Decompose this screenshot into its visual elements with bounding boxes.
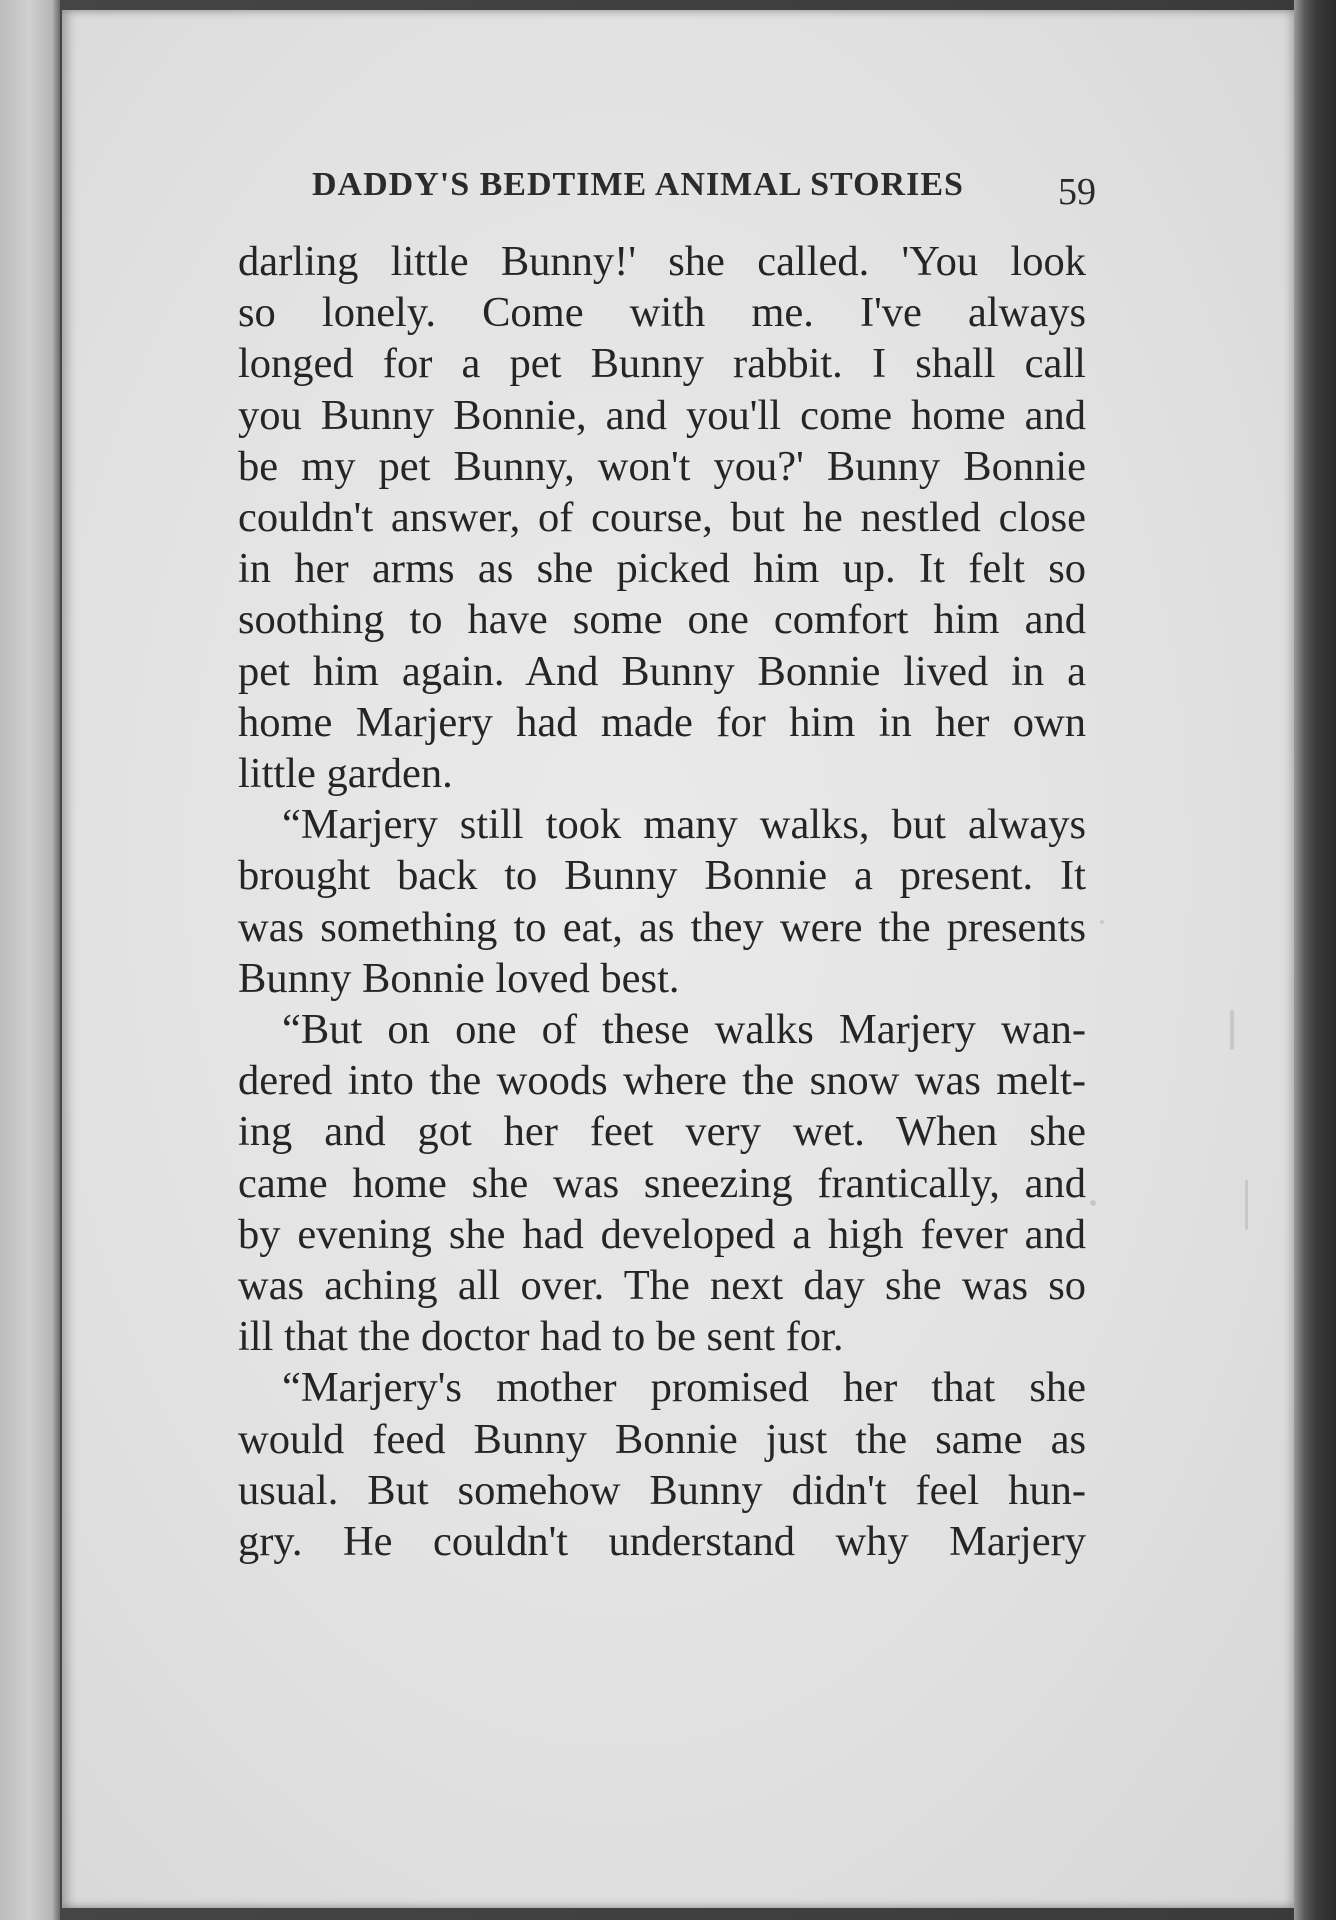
text-line: was aching all over. The next day she was so (238, 1262, 1086, 1310)
text-line: ill that the doctor had to be sent for. (238, 1313, 844, 1361)
text-line: be my pet Bunny, won't you?' Bunny Bonnie (238, 442, 1086, 490)
paper-speck (1100, 920, 1104, 924)
text-line: darling little Bunny!' she called. 'You look (238, 238, 1086, 285)
text-line: “Marjery still took many walks, but always (282, 801, 1086, 849)
paragraph-1 (238, 236, 1086, 799)
paper-speck (1090, 1200, 1096, 1206)
text-line: little garden. (238, 750, 453, 798)
text-line: home Marjery had made for him in her own (238, 698, 1086, 746)
text-line: came home she was sneezing frantically, and (238, 1159, 1086, 1207)
text-line: dered into the woods where the snow was melt- (238, 1057, 1086, 1105)
text-line: by evening she had developed a high fever and (238, 1210, 1086, 1258)
paragraph-3 (238, 1004, 1086, 1362)
text-line: would feed Bunny Bonnie just the same as (238, 1415, 1086, 1463)
text-line: brought back to Bunny Bonnie a present. It (238, 852, 1086, 900)
text-line: you Bunny Bonnie, and you'll come home and (238, 391, 1086, 439)
book-cover-edge (1294, 0, 1336, 1920)
paragraph-4 (238, 1362, 1086, 1567)
text-line: so lonely. Come with me. I've always (238, 289, 1086, 337)
text-line: “But on one of these walks Marjery wan- (282, 1006, 1086, 1054)
running-title: DADDY'S BEDTIME ANIMAL STORIES (312, 166, 964, 203)
body-text (238, 236, 1086, 1567)
text-line: in her arms as she picked him up. It felt so (238, 545, 1086, 593)
page-number: 59 (1058, 171, 1096, 213)
text-line: ing and got her feet very wet. When she (238, 1108, 1086, 1156)
text-line: soothing to have some one comfort him and (238, 596, 1086, 644)
text-line: longed for a pet Bunny rabbit. I shall call (238, 340, 1086, 388)
running-header (312, 158, 1096, 218)
text-line: usual. But somehow Bunny didn't feel hun- (238, 1466, 1086, 1514)
paper-speck (1245, 1180, 1248, 1230)
text-line: gry. He couldn't understand why Marjery (238, 1518, 1086, 1566)
text-line: “Marjery's mother promised her that she (282, 1364, 1086, 1412)
text-line: pet him again. And Bunny Bonnie lived in a (238, 647, 1086, 695)
text-line: was something to eat, as they were the presents (238, 903, 1086, 951)
previous-page-edge (0, 0, 60, 1920)
text-line: couldn't answer, of course, but he nestled close (238, 494, 1086, 542)
paper-speck (1230, 1010, 1234, 1050)
text-line: Bunny Bonnie loved best. (238, 954, 680, 1002)
paragraph-2 (238, 799, 1086, 1004)
